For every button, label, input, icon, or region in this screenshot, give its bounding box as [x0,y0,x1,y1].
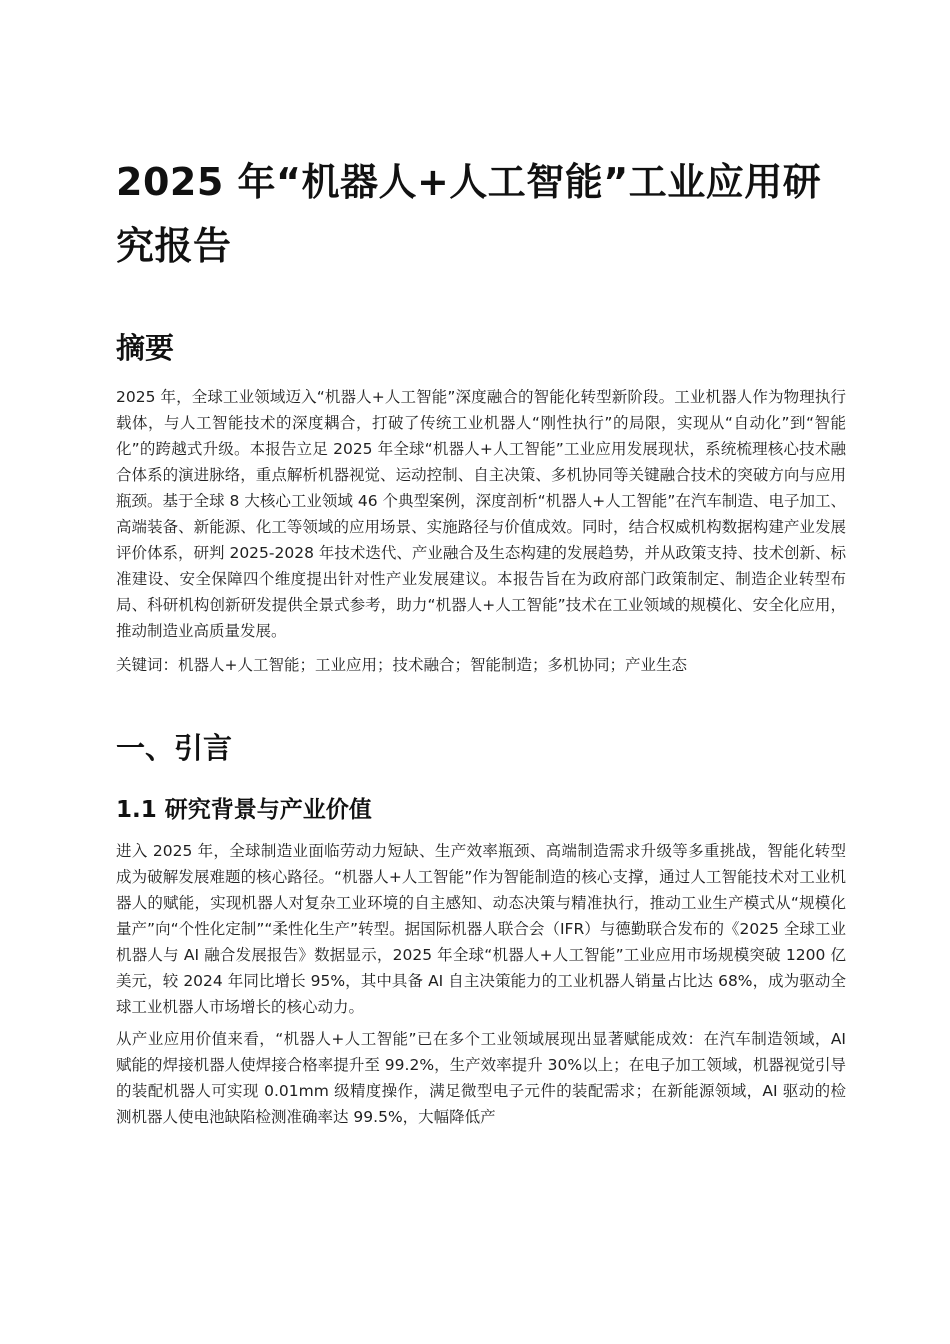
background-paragraph-1: 进入 2025 年，全球制造业面临劳动力短缺、生产效率瓶颈、高端制造需求升级等多重挑战，智能化转型成为破解发展难题的核心路径。“机器人+人工智能”作为智能制造的核心支撑，通过人工智能技术对工业机器人的赋能，实现机器人对复杂工业环境的自主感知、动态决策与精准执行，推动工业生产模式从“规模化量产”向“个性化定制”“柔性化生产”转型。据国际机器人联合会（IFR）与德勤联合发布的《2025 全球工业机器人与 AI 融合发展报告》数据显示，2025 年全球“机器人+人工智能”工业应用市场规模突破 1200 亿美元，较 2024 年同比增长 95%，其中具备 AI 自主决策能力的工业机器人销量占比达 68%，成为驱动全球工业机器人市场增长的核心动力。 [116,842,846,1016]
abstract-heading: 摘要 [116,331,175,365]
abstract-keywords: 关键词：机器人+人工智能；工业应用；技术融合；智能制造；多机协同；产业生态 [116,656,687,674]
abstract-body: 2025 年，全球工业领域迈入“机器人+人工智能”深度融合的智能化转型新阶段。工业机器人作为物理执行载体，与人工智能技术的深度耦合，打破了传统工业机器人“刚性执行”的局限，实现从“自动化”到“智能化”的跨越式升级。本报告立足 2025 年全球“机器人+人工智能”工业应用发展现状，系统梳理核心技术融合体系的演进脉络，重点解析机器视觉、运动控制、自主决策、多机协同等关键融合技术的突破方向与应用瓶颈。基于全球 8 大核心工业领域 46 个典型案例，深度剖析“机器人+人工智能”在汽车制造、电子加工、高端装备、新能源、化工等领域的应用场景、实施路径与价值成效。同时，结合权威机构数据构建产业发展评价体系，研判 2025-2028 年技术迭代、产业融合及生态构建的发展趋势，并从政策支持、技术创新、标准建设、安全保障四个维度提出针对性产业发展建议。本报告旨在为政府部门政策制定、制造企业转型布局、科研机构创新研发提供全景式参考，助力“机器人+人工智能”技术在工业领域的规模化、安全化应用，推动制造业高质量发展。 [116,388,846,640]
section-introduction-heading: 一、引言 [116,731,233,765]
subsection-background-heading: 1.1 研究背景与产业价值 [116,797,372,823]
background-paragraph-2: 从产业应用价值来看，“机器人+人工智能”已在多个工业领域展现出显著赋能成效：在汽车制造领域，AI 赋能的焊接机器人使焊接合格率提升至 99.2%，生产效率提升 30%以上；在电子加工领域，机器视觉引导的装配机器人可实现 0.01mm 级精度操作，满足微型电子元件的装配需求；在新能源领域，AI 驱动的检测机器人使电池缺陷检测准确率达 99.5%，大幅降低产 [116,1030,846,1126]
document-page [116,150,846,1136]
document-title: 2025 年“机器人+人工智能”工业应用研究报告 [116,160,822,268]
